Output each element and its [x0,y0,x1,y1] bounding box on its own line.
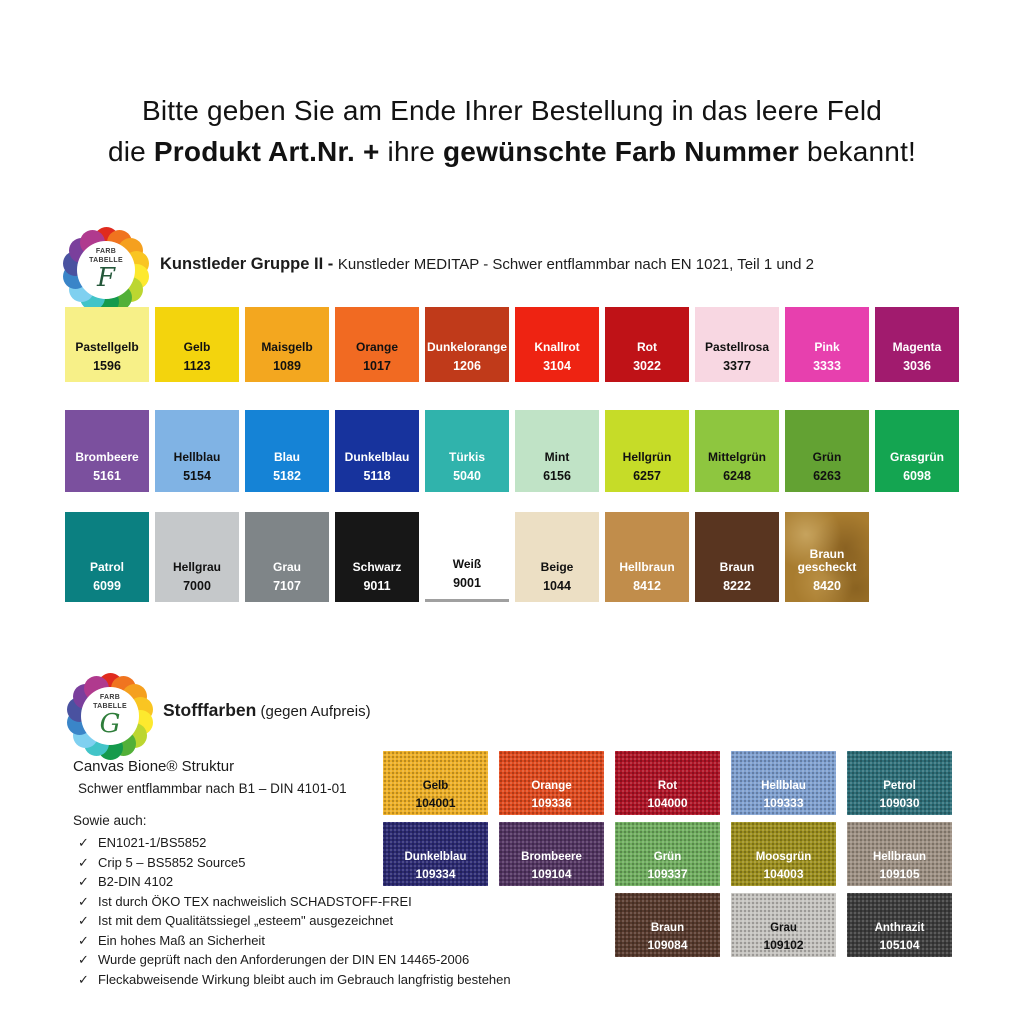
checklist-text: Ist durch ÖKO TEX nachweislich SCHADSTOFF-FREI [98,893,412,909]
swatch-code: 6156 [543,469,571,483]
swatch-name: Grün [653,851,682,863]
swatch-name: Mint [544,450,570,464]
logo-center [77,241,135,299]
text-segment-bold: gewünschte Farb Nummer [443,136,800,167]
swatch-code: 8412 [633,579,661,593]
logo-label-top: FARB [99,694,121,701]
swatch-name: Grün [812,450,842,464]
swatch-name: Hellgrün [622,450,672,464]
swatch-name: Rot [657,780,678,792]
swatch-hellblau-5154 [155,410,239,492]
swatch-code: 1089 [273,359,301,373]
table-g-heading-bold: Stofffarben [163,700,257,720]
swatch-code: 3022 [633,359,661,373]
swatch-beige-1044 [515,512,599,602]
swatch-code: 109337 [647,867,688,881]
swatch-code: 5161 [93,469,121,483]
swatch-name: Orange [355,340,398,354]
swatch-pastellgelb-1596 [65,307,149,382]
swatch-türkis-5040 [425,410,509,492]
swatch-name: Pastellrosa [704,340,770,354]
fabric-color-row-3 [615,893,952,957]
swatch-code: 104003 [763,867,804,881]
check-icon: ✓ [78,854,89,870]
swatch-code: 109104 [531,867,572,881]
swatch-anthrazit-105104 [847,893,952,957]
swatch-name: Dunkelblau [404,851,467,863]
swatch-braun-109084 [615,893,720,957]
swatch-code: 8222 [723,579,751,593]
swatch-grau-109102 [731,893,836,957]
swatch-petrol-109030 [847,751,952,815]
leather-color-row-1 [65,307,959,382]
swatch-code: 109336 [531,796,572,810]
canvas-subtitle: Schwer entflammbar nach B1 – DIN 4101-01 [78,781,347,796]
swatch-dunkelorange-1206 [425,307,509,382]
swatch-name: Knallrot [534,340,580,354]
swatch-code: 3104 [543,359,571,373]
swatch-name: Magenta [892,340,942,354]
swatch-name: Hellbraun [619,560,675,574]
header-line1: Bitte geben Sie am Ende Ihrer Bestellung in das leere Feld [141,95,883,126]
canvas-title: Canvas Bione® Struktur [73,758,235,775]
checklist-item [78,911,511,931]
swatch-name: Moosgrün [755,851,812,863]
swatch-grasgrün-6098 [875,410,959,492]
swatch-name: Grasgrün [889,450,944,464]
swatch-weiß-9001 [425,512,509,602]
swatch-hellgrau-7000 [155,512,239,602]
checklist-item [78,931,511,951]
logo-label-mid: TABELLE [89,256,123,264]
leather-color-row-3 [65,512,869,602]
swatch-name: Hellblau [173,450,221,464]
header-instruction [0,90,1024,172]
swatch-hellblau-109333 [731,751,836,815]
swatch-code: 9001 [453,576,481,590]
swatch-brombeere-5161 [65,410,149,492]
checklist-text: Ist mit dem Qualitätssiegel „esteem" ausgezeichnet [98,913,394,928]
logo-letter-f: F [96,263,116,293]
swatch-gelb-104001 [383,751,488,815]
check-icon: ✓ [78,874,89,889]
swatch-name: Türkis [448,450,485,464]
swatch-name: Hellgrau [172,560,221,574]
fabric-color-row-2 [383,822,952,886]
check-icon: ✓ [78,835,89,850]
swatch-code: 109105 [879,867,920,881]
header-line2 [0,131,1024,172]
checklist-item [78,892,511,912]
swatch-name: Rot [637,340,657,354]
swatch-code: 109102 [763,938,804,952]
swatch-pink-3333 [785,307,869,382]
swatch-grau-7107 [245,512,329,602]
farbtabelle-g-logo [66,672,154,760]
swatch-code: 3036 [903,359,931,373]
swatch-orange-109336 [499,751,604,815]
swatch-name: Anthrazit [874,922,925,934]
swatch-name: Grau [770,922,797,934]
check-icon: ✓ [78,971,89,987]
swatch-name: Hellbraun [872,851,927,863]
swatch-code: 7107 [273,579,301,593]
swatch-hellgrün-6257 [605,410,689,492]
swatch-name: Pastellgelb [75,340,139,354]
swatch-rot-104000 [615,751,720,815]
swatch-name: Maisgelb [261,340,313,354]
swatch-name: Blau [273,450,300,464]
sowie-auch-label: Sowie auch: [73,813,147,828]
swatch-moosgrün-104003 [731,822,836,886]
swatch-name: Orange [531,780,572,792]
swatch-code: 5154 [183,469,211,483]
swatch-magenta-3036 [875,307,959,382]
swatch-name: Gelb [422,780,449,792]
swatch-code: 1206 [453,359,481,373]
swatch-schwarz-9011 [335,512,419,602]
check-icon: ✓ [78,952,89,967]
swatch-maisgelb-1089 [245,307,329,382]
check-icon: ✓ [78,913,89,928]
swatch-name: Dunkelorange [426,340,507,354]
swatch-code: 1596 [93,359,121,373]
swatch-code: 1123 [183,359,211,373]
swatch-grün-109337 [615,822,720,886]
logo-center [81,687,139,745]
swatch-code: 5118 [363,469,391,483]
table-g-heading [163,700,371,721]
swatch-name: Dunkelblau [344,450,410,464]
swatch-name: Brombeere [521,851,582,863]
swatch-code: 5182 [273,469,301,483]
swatch-name: Schwarz [352,560,402,574]
swatch-code: 9011 [363,579,391,593]
checklist-text: EN1021-1/BS5852 [98,835,207,850]
logo-letter-g: G [99,709,121,739]
swatch-patrol-6099 [65,512,149,602]
text-segment: die [107,136,154,167]
swatch-name: Mittelgrün [708,450,766,464]
swatch-code: 104000 [647,796,688,810]
swatch-dunkelblau-5118 [335,410,419,492]
swatch-code: 109030 [879,796,920,810]
checklist-text: B2-DIN 4102 [98,874,174,889]
checklist-text: Ein hohes Maß an Sicherheit [98,932,265,948]
swatch-code: 7000 [183,579,211,593]
checklist-text: Crip 5 – BS5852 Source5 [98,854,246,870]
fabric-color-row-1 [383,751,952,815]
check-icon: ✓ [78,932,89,948]
swatch-code: 3333 [813,359,841,373]
swatch-name: Pink [814,340,840,354]
check-icon: ✓ [78,893,89,909]
logo-label-mid: TABELLE [93,702,127,710]
checklist-text: Wurde geprüft nach den Anforderungen der DIN EN 14465-2006 [98,952,470,967]
swatch-mint-6156 [515,410,599,492]
table-g-heading-rest: (gegen Aufpreis) [256,703,371,720]
table-f-heading-bold: Kunstleder Gruppe II - [160,255,338,273]
swatch-name: Braun gescheckt [797,547,857,574]
swatch-code: 109333 [763,796,804,810]
checklist-item [78,970,511,990]
swatch-name: Hellblau [761,780,806,792]
swatch-code: 6099 [93,579,121,593]
swatch-code: 6248 [723,469,751,483]
swatch-hellbraun-109105 [847,822,952,886]
swatch-name: Grau [272,560,301,574]
swatch-name: Petrol [883,780,916,792]
swatch-code: 109084 [647,938,688,952]
swatch-name: Gelb [183,340,211,354]
swatch-code: 3377 [723,359,751,373]
swatch-name: Brombeere [75,450,139,464]
swatch-name: Weiß [452,557,482,571]
checklist-item [78,950,511,970]
text-segment-bold: Produkt Art.Nr. + [153,136,380,167]
swatch-grün-6263 [785,410,869,492]
swatch-code: 104001 [415,796,456,810]
swatch-knallrot-3104 [515,307,599,382]
farbtabelle-f-logo [62,226,150,314]
table-f-heading-rest: Kunstleder MEDITAP - Schwer entflammbar nach EN 1021, Teil 1 und 2 [337,256,814,273]
swatch-gelb-1123 [155,307,239,382]
swatch-name: Braun [719,560,755,574]
text-segment: bekannt! [799,136,917,167]
swatch-name: Patrol [89,560,124,574]
swatch-rot-3022 [605,307,689,382]
swatch-code: 6263 [813,469,841,483]
checklist-text: Fleckabweisende Wirkung bleibt auch im Gebrauch langfristig bestehen [98,971,511,987]
leather-color-row-2 [65,410,959,492]
swatch-code: 5040 [453,469,481,483]
swatch-name: Braun [650,922,685,934]
swatch-code: 6257 [633,469,661,483]
table-f-heading [160,255,814,274]
logo-label-top: FARB [95,248,117,255]
swatch-code: 105104 [879,938,920,952]
swatch-code: 1017 [363,359,391,373]
swatch-name: Beige [540,560,574,574]
swatch-brombeere-109104 [499,822,604,886]
swatch-mittelgrün-6248 [695,410,779,492]
swatch-code: 1044 [543,579,571,593]
swatch-code: 8420 [813,579,841,593]
text-segment: ihre [379,136,443,167]
swatch-dunkelblau-109334 [383,822,488,886]
swatch-pastellrosa-3377 [695,307,779,382]
swatch-hellbraun-8412 [605,512,689,602]
swatch-code: 109334 [415,867,456,881]
swatch-orange-1017 [335,307,419,382]
swatch-braun-8222 [695,512,779,602]
swatch-blau-5182 [245,410,329,492]
swatch-code: 6098 [903,469,931,483]
swatch-braun-gescheckt-8420 [785,512,869,602]
